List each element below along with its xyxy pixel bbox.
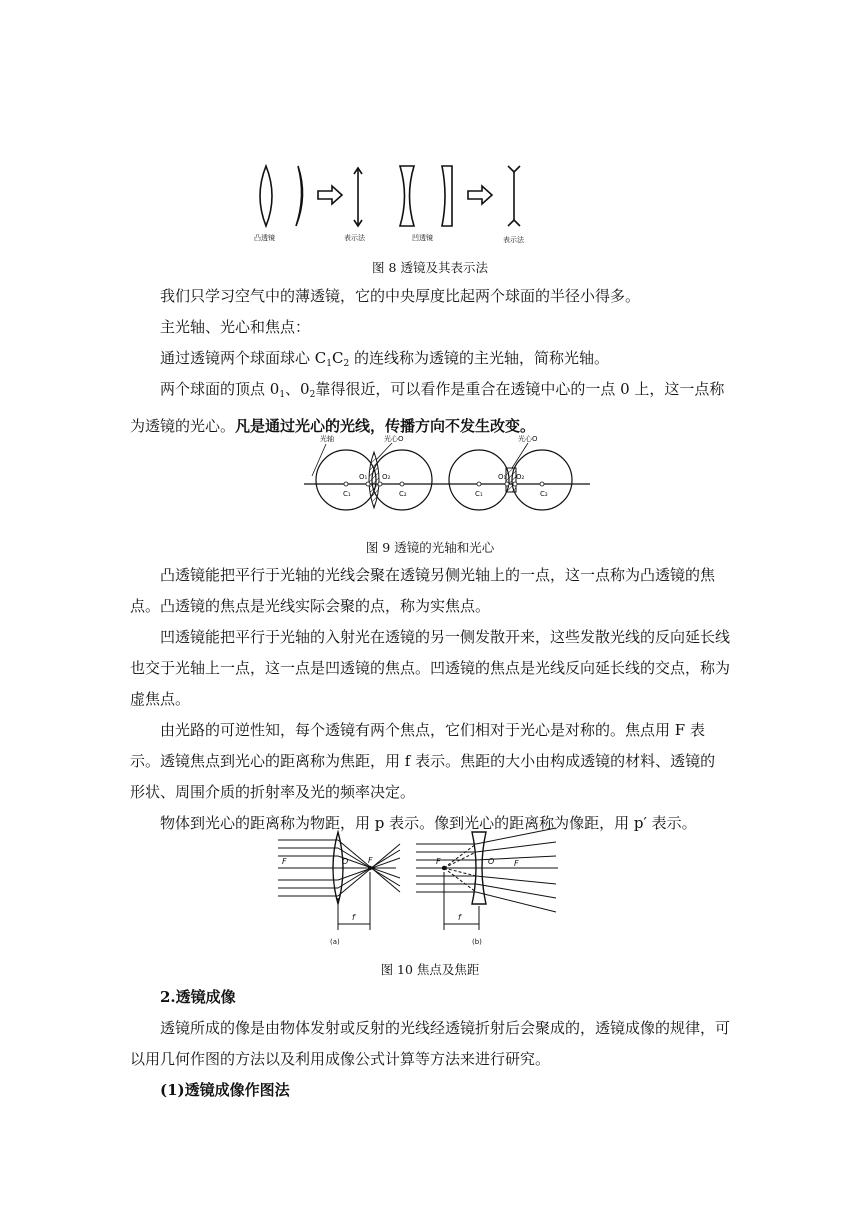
figure-9-caption: 图 9 透镜的光轴和光心 bbox=[365, 540, 495, 555]
overlap-hatch bbox=[369, 452, 379, 508]
paragraph-main-axis: 通过透镜两个球面球心 $C_1C_2$ 的连线称为透镜的主光轴，简称光轴。 bbox=[160, 349, 609, 369]
paragraph-thin-lens: 我们只学习空气中的薄透镜，它的中央厚度比起两个球面的半径小得多。 bbox=[160, 287, 641, 305]
fig9-label-c2b: C₂ bbox=[540, 490, 548, 498]
fig10-label-fb: f bbox=[458, 913, 461, 922]
plano-concave-lens bbox=[442, 166, 452, 226]
fig9-label-center-1: 光心O bbox=[384, 435, 404, 443]
fig10-label-fb2: F bbox=[514, 859, 519, 868]
paragraph-object-distance: 物体到光心的距离称为物距，用 p 表示。像到光心的距离称为像距，用 p′ 表示。 bbox=[160, 814, 697, 832]
fig9-label-o2a: O₂ bbox=[382, 473, 391, 481]
fig10-label-oa: O bbox=[342, 857, 349, 866]
fig10-label-fa1: F bbox=[282, 857, 287, 866]
fig9-label-o1a: O₁ bbox=[359, 473, 368, 481]
paragraph-focal-length: 透镜焦点到光心的距离称为焦距，用 f 表示。焦距的大小由构成透镜的材料、透镜的形状、周围介质的折射率及光的频率决定。 bbox=[130, 752, 716, 801]
figure-8-caption: 图 8 透镜及其表示法 bbox=[372, 260, 488, 275]
figure-8-lens-diagram bbox=[248, 160, 538, 246]
fig9-label-o1b: O₁ bbox=[498, 473, 507, 481]
fig9-label-c2a: C₂ bbox=[399, 490, 407, 498]
gap-hatch bbox=[506, 468, 516, 492]
figure-10-focus-diagram bbox=[276, 826, 560, 950]
biconcave-lens bbox=[400, 166, 414, 226]
figure-9-axis-diagram bbox=[302, 430, 592, 528]
fig10-label-fb1: F bbox=[436, 857, 441, 866]
fig9-label-axis: 光轴 bbox=[320, 435, 334, 443]
fig8-label-convex: 凸透镜 bbox=[254, 234, 275, 242]
meniscus-lens bbox=[296, 166, 303, 226]
fig9-label-c1b: C₁ bbox=[475, 490, 483, 498]
paragraph-two-foci: 由光路的可逆性知，每个透镜有两个焦点，它们相对于光心是对称的。焦点用 F 表示。 bbox=[130, 721, 705, 770]
fig9-label-c1a: C₁ bbox=[343, 490, 351, 498]
biconvex-lens bbox=[260, 166, 272, 226]
fig8-label-concave: 凹透镜 bbox=[412, 234, 433, 242]
fig8-label-rep2: 表示法 bbox=[503, 236, 524, 244]
paragraph-lens-imaging: 透镜所成的像是由物体发射或反射的光线经透镜折射后会聚成的，透镜成像的规律，可以用几何作图的方法以及利用成像公式计算等方法来进行研究。 bbox=[130, 1019, 731, 1068]
figure-10-caption: 图 10 焦点及焦距 bbox=[380, 962, 480, 977]
arrow-right-icon bbox=[318, 186, 342, 204]
fig10-label-b: (b) bbox=[472, 938, 482, 946]
paragraph-concave-focus: 凹透镜能把平行于光轴的入射光在透镜的另一侧发散开来，这些发散光线的反向延长线也交于光轴上一点，这一点是凹透镜的焦点。凹透镜的焦点是光线反向延长线的交点，称为虚焦点。 bbox=[130, 628, 731, 708]
fig9-label-center-2: 光心O bbox=[518, 435, 538, 443]
emphasis-text: 凡是通过光心的光线，传播方向不发生改变。 bbox=[235, 417, 536, 435]
fig10-label-ob: O bbox=[488, 857, 495, 866]
fig10-label-a: (a) bbox=[330, 938, 340, 946]
paragraph-optical-center: 两个球面的顶点 $0_1$、$0_2$靠得很近，可以看作是重合在透镜中心的一点 0 上，这一点称为透镜的光心。凡是通过光心的光线，传播方向不发生改变。 bbox=[130, 380, 725, 435]
paragraph-heading-axis: 主光轴、光心和焦点： bbox=[160, 318, 311, 336]
section-heading-lens-imaging: 2.透镜成像 bbox=[160, 988, 236, 1006]
arrow-right-icon-2 bbox=[468, 186, 492, 204]
fig10-label-fa2: F bbox=[368, 856, 373, 865]
paragraph-convex-focus: 凸透镜能把平行于光轴的光线会聚在透镜另侧光轴上的一点，这一点称为凸透镜的焦点。凸透镜的焦点是光线实际会聚的点，称为实焦点。 bbox=[130, 566, 716, 615]
subsection-heading-drawing: (1)透镜成像作图法 bbox=[160, 1081, 290, 1099]
fig10-label-fa: f bbox=[352, 913, 355, 922]
fig9-label-o2b: O₂ bbox=[516, 473, 525, 481]
fig8-label-rep1: 表示法 bbox=[344, 234, 365, 242]
